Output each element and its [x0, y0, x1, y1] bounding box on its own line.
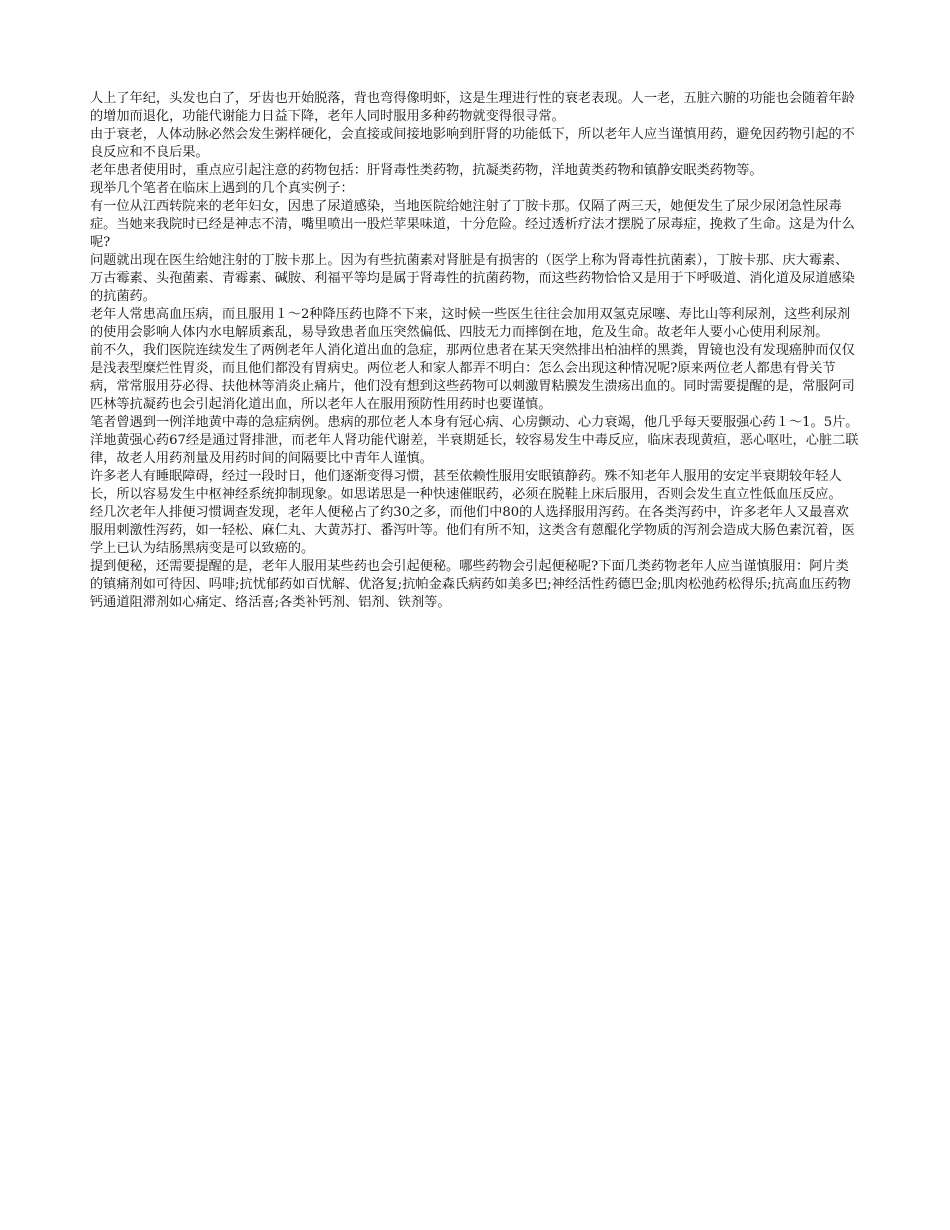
paragraph-nephrotoxic-antibiotics: 问题就出现在医生给她注射的丁胺卡那上。因为有些抗菌素对肾脏是有损害的（医学上称为肾毒性抗菌素），丁胺卡那、庆大霉素、万古霉素、头孢菌素、青霉素、碱胺、利福平等均是属于肾毒性的抗菌药物，而这些药物恰恰又是用于下呼吸道、消化道及尿道感染的抗菌药。 — [90, 253, 855, 304]
paragraph-arteriosclerosis: 由于衰老，人体动脉必然会发生粥样硬化，会直接或间接地影响到肝肾的功能低下，所以老年人应当谨慎用药，避免因药物引起的不良反应和不良后果。 — [90, 127, 855, 160]
paragraph-sedatives: 许多老人有睡眠障碍，经过一段时日，他们逐渐变得习惯，甚至依赖性服用安眠镇静药。殊不知老年人服用的安定半衰期较年轻人长，所以容易发生中枢神经系统抑制现象。如思诺思是一种快速催眠药，必须在脱鞋上床后服用，否则会发生直立性低血压反应。 — [90, 469, 842, 502]
paragraph-case-uremia: 有一位从江西转院来的老年妇女，因患了尿道感染，当地医院给她注射了丁胺卡那。仅隔了两三天，她便发生了尿少尿闭急性尿毒症。当她来我院时已经是神志不清，嘴里喷出一股烂苹果味道，十分危险。经过透析疗法才摆脱了尿毒症，挽救了生命。这是为什么呢? — [90, 199, 855, 250]
paragraph-drug-categories: 老年患者使用时，重点应引起注意的药物包括：肝肾毒性类药物，抗凝类药物，洋地黄类药物和镇静安眠类药物等。 — [90, 163, 763, 178]
paragraph-laxatives: 经几次老年人排便习惯调查发现，老年人便秘占了约30之多，而他们中80的人选择服用泻药。在各类泻药中，许多老年人又最喜欢服用刺激性泻药，如一轻松、麻仁丸、大黄苏打、番泻叶等。他们有所不知，这类含有蒽醌化学物质的泻剂会造成大肠色素沉着，医学上已认为结肠黑病变是可以致癌的。 — [90, 505, 855, 556]
paragraph-constipation-drugs: 提到便秘，还需要提醒的是，老年人服用某些药也会引起便秘。哪些药物会引起便秘呢?下面几类药物老年人应当谨慎服用：阿片类的镇痛剂如可待因、吗啡;抗忧郁药如百忧解、优洛复;抗帕金森氏病药如美多巴;神经活性药德巴金;肌肉松弛药松得乐;抗高血压药物钙通道阻滞剂如心痛定、络活喜;各类补钙剂、铝剂、铁剂等。 — [90, 559, 851, 610]
paragraph-aging-intro: 人上了年纪，头发也白了，牙齿也开始脱落，背也弯得像明虾，这是生理进行性的衰老表现。人一老，五脏六腑的功能也会随着年龄的增加而退化，功能代谢能力日益下降，老年人同时服用多种药物就变得很寻常。 — [90, 91, 855, 124]
article-body — [90, 90, 860, 612]
paragraph-diuretics: 老年人常患高血压病，而且服用１～2种降压药也降不下来，这时候一些医生往往会加用双氢克尿噻、寿比山等利尿剂，这些利尿剂的使用会影响人体内水电解质紊乱，易导致患者血压突然偏低、四肢无力而摔倒在地，危及生命。故老年人要小心使用利尿剂。 — [90, 307, 851, 340]
paragraph-examples-intro: 现举几个笔者在临床上遇到的几个真实例子： — [90, 181, 354, 196]
paragraph-gi-bleeding: 前不久，我们医院连续发生了两例老年人消化道出血的急症，那两位患者在某天突然排出柏油样的黑粪，胃镜也没有发现癌肿而仅仅是浅表型糜烂性胃炎，而且他们都没有胃病史。两位老人和家人都弄不明白：怎么会出现这种情况呢?原来两位老人都患有骨关节病，常常服用芬必得、扶他林等消炎止痛片，他们没有想到这些药物可以刺激胃粘膜发生溃疡出血的。同时需要提醒的是，常服阿司匹林等抗凝药也会引起消化道出血，所以老年人在服用预防性用药时也要谨慎。 — [90, 343, 855, 412]
paragraph-digitalis: 笔者曾遇到一例洋地黄中毒的急症病例。患病的那位老人本身有冠心病、心房颤动、心力衰竭，他几乎每天要服强心药１～1。5片。洋地黄强心药67经是通过肾排泄，而老年人肾功能代谢差，半衰期延长，较容易发生中毒反应，临床表现黄疸，恶心呕吐，心脏二联律，故老人用药剂量及用药时间的间隔要比中青年人谨慎。 — [90, 415, 859, 466]
